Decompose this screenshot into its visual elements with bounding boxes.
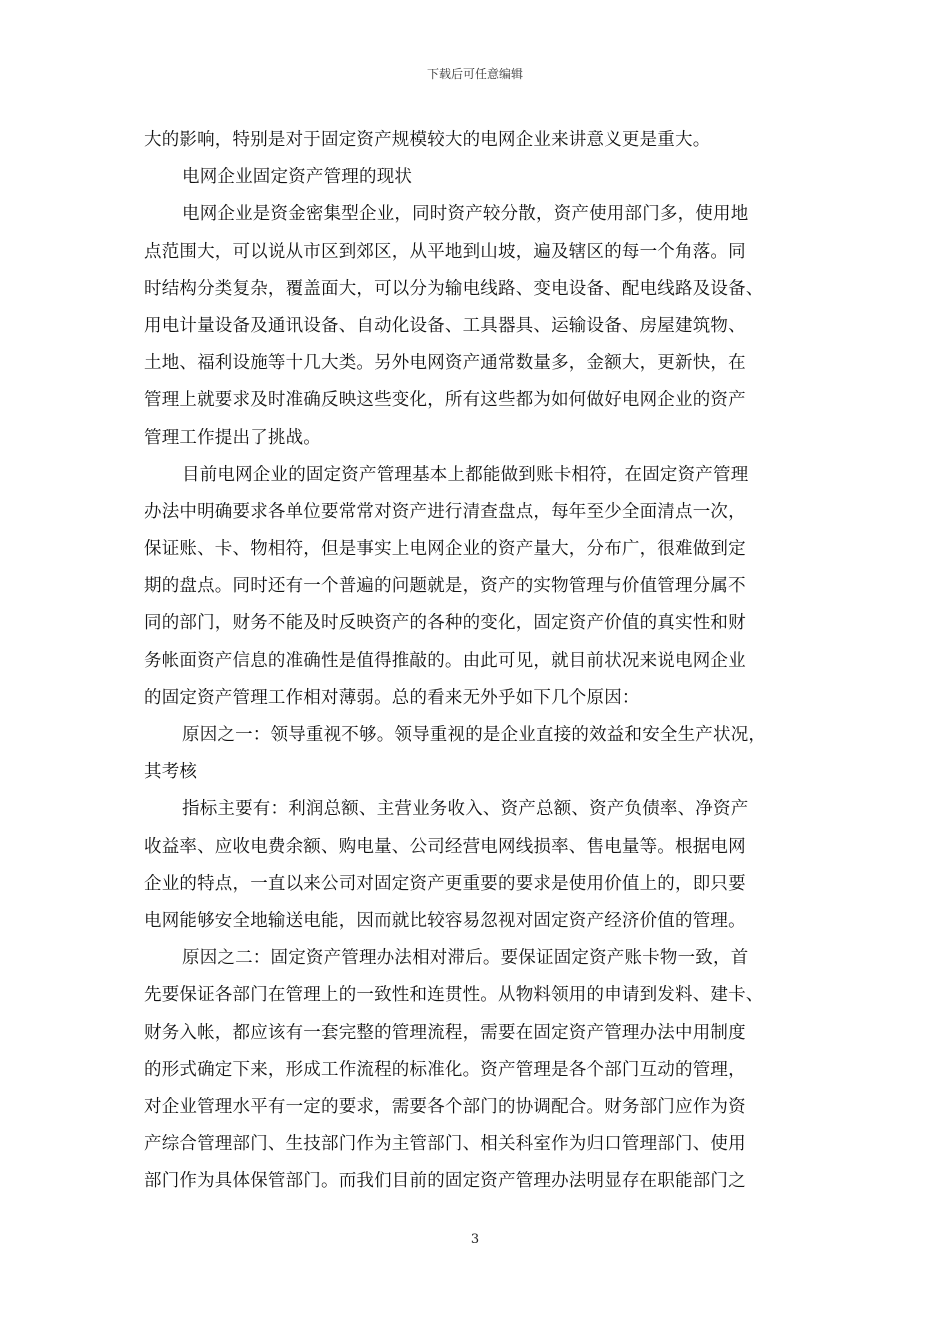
text-line: 收益率、应收电费余额、购电量、公司经营电网线损率、售电量等。根据电网 — [144, 836, 746, 857]
text-line: 先要保证各部门在管理上的一致性和连贯性。从物料领用的申请到发料、建卡、 — [144, 985, 764, 1006]
text-line: 指标主要有：利润总额、主营业务收入、资产总额、资产负债率、净资产 — [182, 799, 749, 820]
text-line: 务帐面资产信息的准确性是值得推敲的。由此可见，就目前状况来说电网企业 — [144, 650, 746, 671]
text-line: 电网企业是资金密集型企业，同时资产较分散，资产使用部门多，使用地 — [182, 204, 749, 225]
text-line: 同的部门，财务不能及时反映资产的各种的变化，固定资产价值的真实性和财 — [144, 613, 746, 634]
text-line: 办法中明确要求各单位要常常对资产进行清查盘点，每年至少全面清点一次， — [144, 501, 746, 522]
text-line: 大的影响，特别是对于固定资产规模较大的电网企业来讲意义更是重大。 — [144, 130, 711, 150]
text-line: 时结构分类复杂，覆盖面大，可以分为输电线路、变电设备、配电线路及设备、 — [144, 278, 764, 299]
text-line: 点范围大，可以说从市区到郊区，从平地到山坡，遍及辖区的每一个角落。同 — [144, 241, 746, 262]
text-line: 原因之一：领导重视不够。领导重视的是企业直接的效益和安全生产状况， — [182, 725, 767, 745]
text-line: 原因之二：固定资产管理办法相对滞后。要保证固定资产账卡物一致，首 — [182, 948, 749, 969]
text-line: 期的盘点。同时还有一个普遍的问题就是，资产的实物管理与价值管理分属不 — [144, 576, 746, 597]
text-line: 管理上就要求及时准确反映这些变化，所有这些都为如何做好电网企业的资产 — [144, 390, 746, 411]
page-header: 下载后可任意编辑 — [426, 67, 523, 81]
text-line: 财务入帐，都应该有一套完整的管理流程，需要在固定资产管理办法中用制度 — [144, 1022, 746, 1043]
text-line: 电网能够安全地输送电能，因而就比较容易忽视对固定资产经济价值的管理。 — [144, 910, 746, 931]
text-line: 的形式确定下来，形成工作流程的标准化。资产管理是各个部门互动的管理， — [144, 1059, 746, 1080]
text-line: 目前电网企业的固定资产管理基本上都能做到账卡相符，在固定资产管理 — [182, 464, 749, 485]
page-number: 3 — [470, 1232, 480, 1247]
text-line: 其考核 — [144, 762, 198, 783]
text-line: 电网企业固定资产管理的现状 — [182, 167, 413, 188]
document-body — [144, 122, 816, 1200]
text-line: 企业的特点，一直以来公司对固定资产更重要的要求是使用价值上的，即只要 — [144, 873, 746, 894]
text-line: 对企业管理水平有一定的要求，需要各个部门的协调配合。财务部门应作为资 — [144, 1096, 746, 1117]
text-line: 部门作为具体保管部门。而我们目前的固定资产管理办法明显存在职能部门之 — [144, 1171, 746, 1192]
text-line: 用电计量设备及通讯设备、自动化设备、工具器具、运输设备、房屋建筑物、 — [144, 315, 746, 336]
text-line: 保证账、卡、物相符，但是事实上电网企业的资产量大，分布广，很难做到定 — [144, 539, 746, 560]
text-line: 土地、福利设施等十几大类。另外电网资产通常数量多，金额大，更新快，在 — [144, 353, 746, 374]
text-line: 管理工作提出了挑战。 — [144, 427, 321, 448]
text-line: 的固定资产管理工作相对薄弱。总的看来无外乎如下几个原因： — [144, 687, 640, 708]
text-line: 产综合管理部门、生技部门作为主管部门、相关科室作为归口管理部门、使用 — [144, 1134, 746, 1155]
